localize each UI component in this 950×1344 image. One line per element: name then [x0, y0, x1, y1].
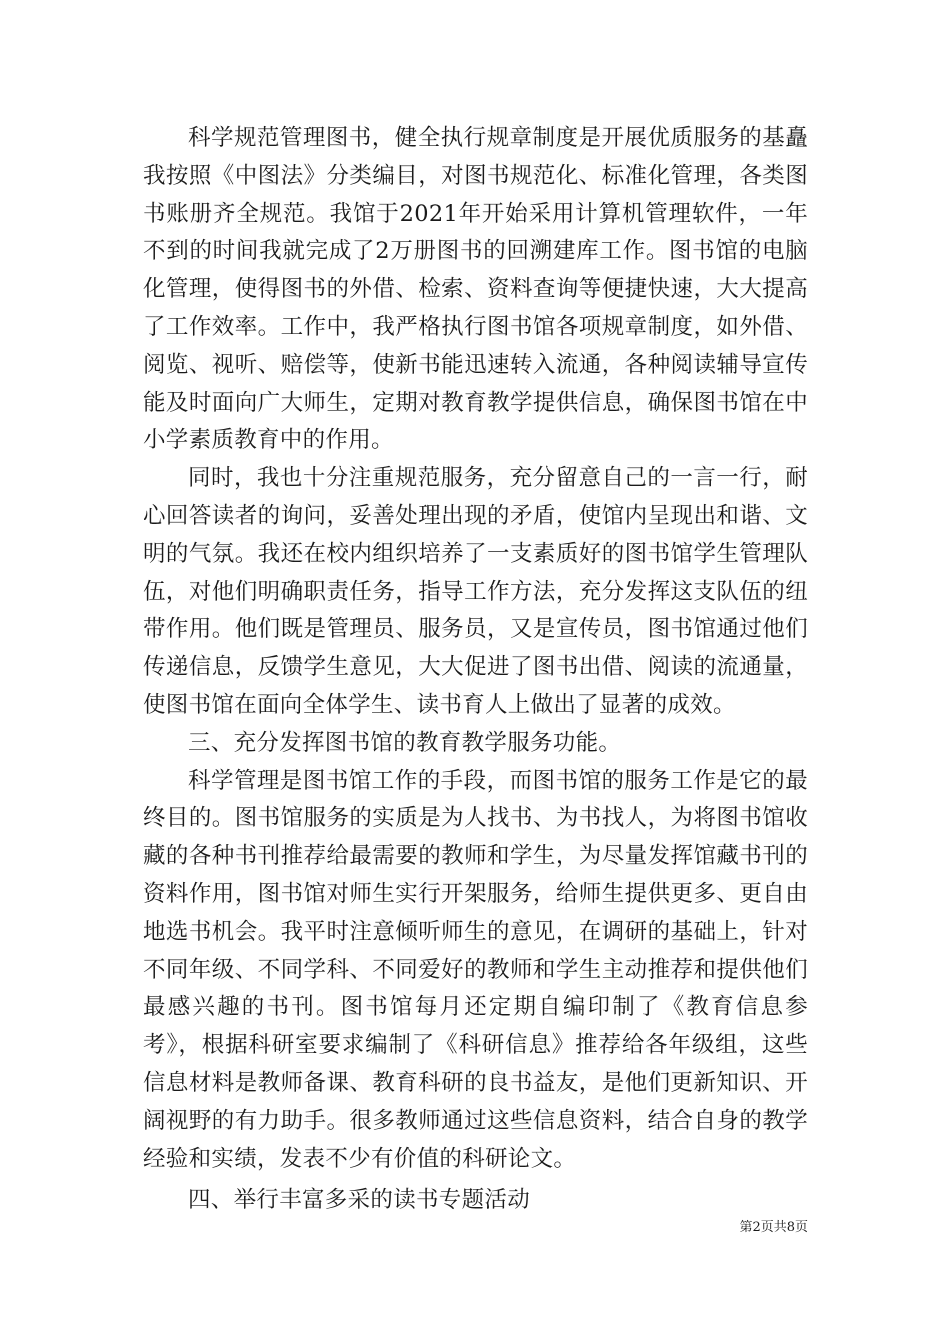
section-heading-three: 三、充分发挥图书馆的教育教学服务功能。	[188, 729, 622, 756]
document-body	[143, 120, 808, 1220]
paragraph-education-service: 科学管理是图书馆工作的手段，而图书馆的服务工作是它的最终目的。图书馆服务的实质是为人找书、为书找人，为将图书馆收藏的各种书刊推荐给最需要的教师和学生，为尽量发挥馆藏书刊的资料作用，图书馆对师生实行开架服务，给师生提供更多、更自由地选书机会。我平时注意倾听师生的意见，在调研的基础上，针对不同年级、不同学科、不同爱好的教师和学生主动推荐和提供他们最感兴趣的书刊。图书馆每月还定期自编印制了《教育信息参考》，根据科研室要求编制了《科研信息》推荐给各年级组，这些信息材料是教师备课、教育科研的良书益友，是他们更新知识、开阔视野的有力助手。很多教师通过这些信息资料，结合自身的教学经验和实绩，发表不少有价值的科研论文。	[143, 767, 808, 1172]
paragraph-management-rules: 科学规范管理图书，健全执行规章制度是开展优质服务的基矗我按照《中图法》分类编目，对图书规范化、标准化管理，各类图书账册齐全规范。我馆于2021年开始采用计算机管理软件，一年不到的时间我就完成了2万册图书的回溯建库工作。图书馆的电脑化管理，使得图书的外借、检索、资料查询等便捷快速，大大提高了工作效率。工作中，我严格执行图书馆各项规章制度，如外借、阅览、视听、赔偿等，使新书能迅速转入流通，各种阅读辅导宣传能及时面向广大师生，定期对教育教学提供信息，确保图书馆在中小学素质教育中的作用。	[143, 125, 808, 454]
paragraph-service-standards: 同时，我也十分注重规范服务，充分留意自己的一言一行，耐心回答读者的询问，妥善处理出现的矛盾，使馆内呈现出和谐、文明的气氛。我还在校内组织培养了一支素质好的图书馆学生管理队伍，对他们明确职责任务，指导工作方法，充分发挥这支队伍的纽带作用。他们既是管理员、服务员，又是宣传员，图书馆通过他们传递信息，反馈学生意见，大大促进了图书出借、阅读的流通量，使图书馆在面向全体学生、读书育人上做出了显著的成效。	[143, 465, 808, 718]
page-number-footer: 第2页共8页	[739, 1220, 808, 1235]
section-heading-four: 四、举行丰富多采的读书专题活动	[188, 1187, 531, 1214]
